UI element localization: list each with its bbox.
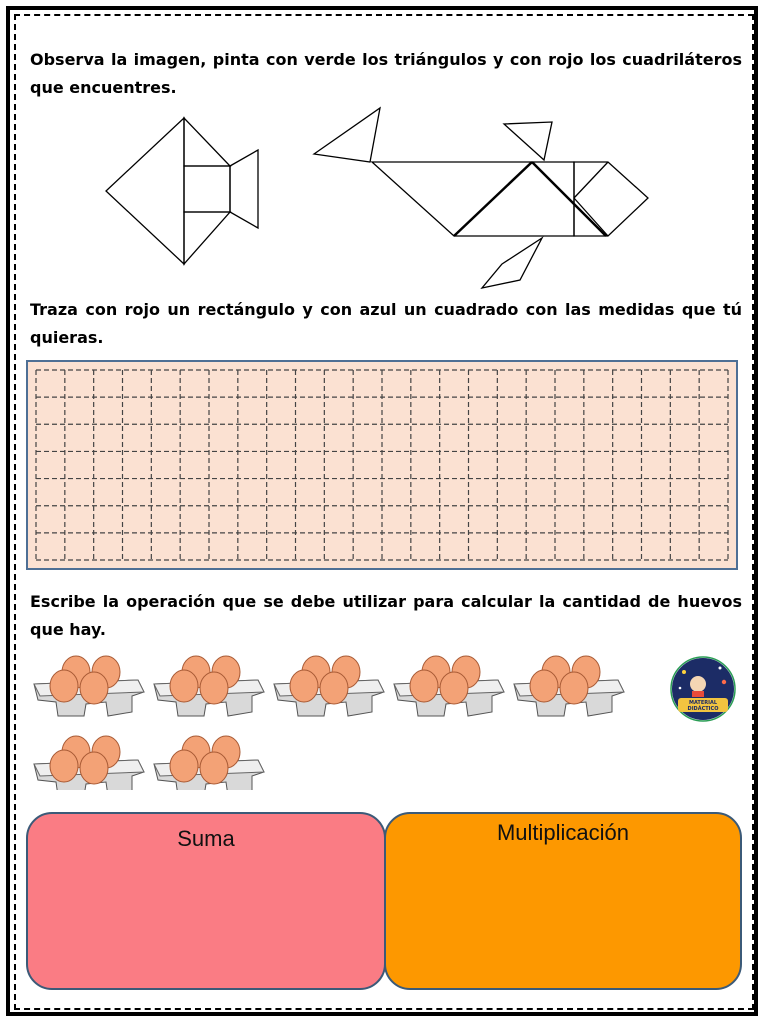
egg [170, 750, 198, 782]
egg-carton [274, 656, 384, 716]
svg-text:MATERIAL: MATERIAL [688, 700, 718, 706]
egg-cartons [28, 650, 648, 790]
egg [560, 672, 588, 704]
tangram-whale [308, 104, 658, 294]
egg-carton [514, 656, 624, 716]
egg-carton [34, 736, 144, 790]
dotted-grid[interactable] [26, 360, 738, 570]
egg [50, 750, 78, 782]
egg [50, 670, 78, 702]
egg-carton [394, 656, 504, 716]
answer-box-multiplicacion[interactable] [384, 812, 742, 990]
instruction-draw-shapes: Traza con rojo un rectángulo y con azul un cuadrado con las medidas que tú quieras. [30, 300, 742, 347]
egg [440, 672, 468, 704]
egg-carton [154, 656, 264, 716]
instruction-shapes: Observa la imagen, pinta con verde los triángulos y con rojo los cuadriláteros que encuentres. [30, 50, 742, 97]
egg [320, 672, 348, 704]
egg [410, 670, 438, 702]
answer-box-label: Suma [177, 826, 235, 851]
egg [200, 672, 228, 704]
egg [290, 670, 318, 702]
answer-box-label: Multiplicación [496, 820, 630, 845]
egg-carton [154, 736, 264, 790]
egg [80, 672, 108, 704]
egg [170, 670, 198, 702]
svg-text:DIDÁCTICO: DIDÁCTICO [687, 706, 719, 712]
tangram-fish [100, 112, 270, 272]
egg [80, 752, 108, 784]
answer-box-suma[interactable] [26, 812, 386, 990]
egg-carton [34, 656, 144, 716]
instruction-egg-operation: Escribe la operación que se debe utilizar para calcular la cantidad de huevos que hay. [30, 592, 742, 639]
egg [530, 670, 558, 702]
material-didactico-logo [668, 654, 738, 724]
egg [200, 752, 228, 784]
